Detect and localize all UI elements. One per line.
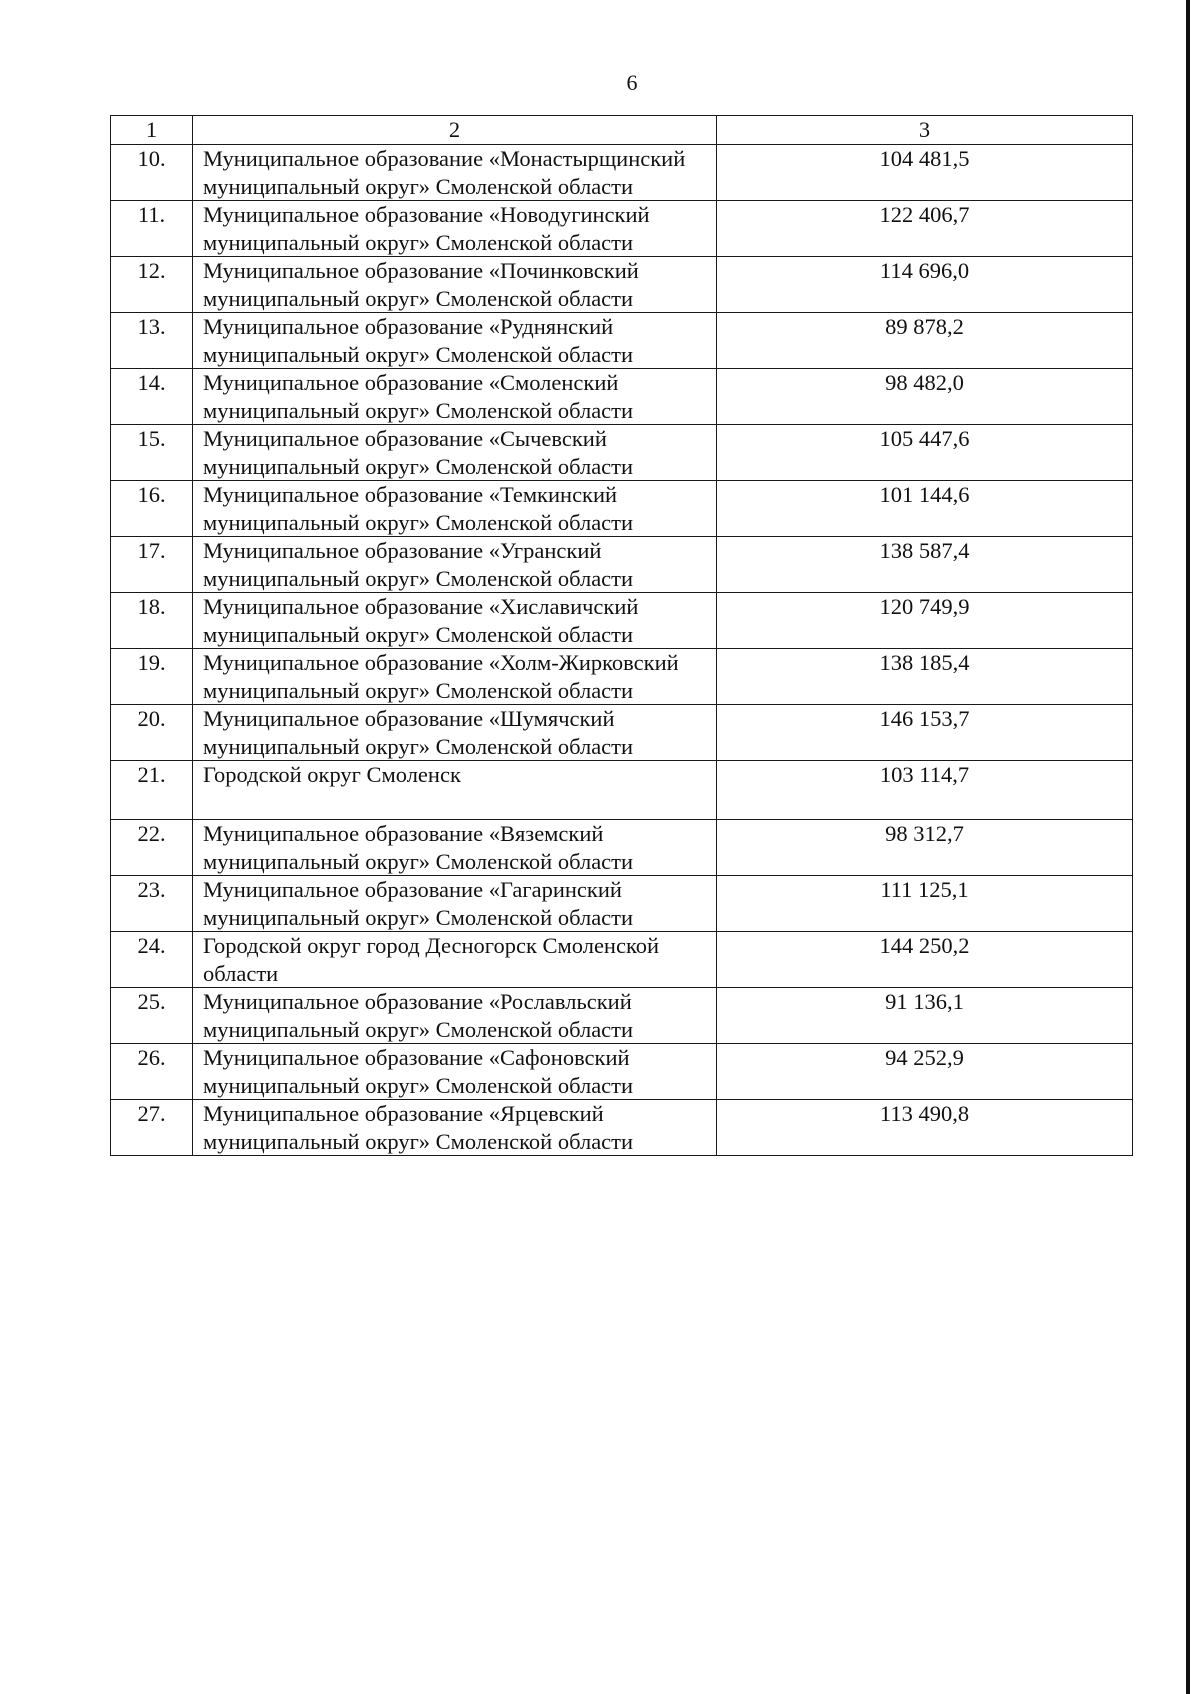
column-header-value: 3 — [717, 116, 1133, 145]
row-number: 17. — [111, 537, 193, 593]
amount-value: 101 144,6 — [717, 481, 1133, 537]
amount-value: 114 696,0 — [717, 257, 1133, 313]
amount-value: 103 114,7 — [717, 761, 1133, 820]
row-number: 10. — [111, 145, 193, 201]
amount-value: 104 481,5 — [717, 145, 1133, 201]
municipality-name: Муниципальное образование «Гагаринский муниципальный округ» Смоленской области — [193, 876, 717, 932]
row-number: 15. — [111, 425, 193, 481]
table-row — [111, 932, 1133, 988]
row-number: 22. — [111, 820, 193, 876]
municipality-name: Муниципальное образование «Починковский муниципальный округ» Смоленской области — [193, 257, 717, 313]
allocation-table — [110, 115, 1133, 1156]
row-number: 13. — [111, 313, 193, 369]
table-row — [111, 876, 1133, 932]
municipality-name: Муниципальное образование «Вяземский муниципальный округ» Смоленской области — [193, 820, 717, 876]
row-number: 11. — [111, 201, 193, 257]
municipality-name: Муниципальное образование «Рославльский муниципальный округ» Смоленской области — [193, 988, 717, 1044]
row-number: 24. — [111, 932, 193, 988]
row-number: 16. — [111, 481, 193, 537]
row-number: 25. — [111, 988, 193, 1044]
table-row — [111, 313, 1133, 369]
municipality-name: Муниципальное образование «Угранский муниципальный округ» Смоленской области — [193, 537, 717, 593]
amount-value: 146 153,7 — [717, 705, 1133, 761]
allocation-table-container — [110, 115, 1132, 1156]
table-header-row — [111, 116, 1133, 145]
row-number: 18. — [111, 593, 193, 649]
amount-value: 138 185,4 — [717, 649, 1133, 705]
table-row — [111, 649, 1133, 705]
amount-value: 94 252,9 — [717, 1044, 1133, 1100]
municipality-name: Муниципальное образование «Сычевский муниципальный округ» Смоленской области — [193, 425, 717, 481]
amount-value: 98 482,0 — [717, 369, 1133, 425]
municipality-name: Муниципальное образование «Холм-Жирковский муниципальный округ» Смоленской области — [193, 649, 717, 705]
row-number: 26. — [111, 1044, 193, 1100]
amount-value: 120 749,9 — [717, 593, 1133, 649]
municipality-name: Городской округ Смоленск — [193, 761, 717, 820]
table-row — [111, 705, 1133, 761]
row-number: 14. — [111, 369, 193, 425]
table-row — [111, 481, 1133, 537]
amount-value: 113 490,8 — [717, 1100, 1133, 1156]
table-row — [111, 369, 1133, 425]
amount-value: 122 406,7 — [717, 201, 1133, 257]
municipality-name: Городской округ город Десногорск Смоленской области — [193, 932, 717, 988]
amount-value: 144 250,2 — [717, 932, 1133, 988]
row-number: 19. — [111, 649, 193, 705]
municipality-name: Муниципальное образование «Ярцевский муниципальный округ» Смоленской области — [193, 1100, 717, 1156]
column-header-name: 2 — [193, 116, 717, 145]
row-number: 27. — [111, 1100, 193, 1156]
page-number: 6 — [626, 70, 638, 95]
municipality-name: Муниципальное образование «Монастырщинский муниципальный округ» Смоленской области — [193, 145, 717, 201]
amount-value: 91 136,1 — [717, 988, 1133, 1044]
table-row — [111, 761, 1133, 820]
column-header-number: 1 — [111, 116, 193, 145]
row-number: 12. — [111, 257, 193, 313]
table-row — [111, 201, 1133, 257]
row-number: 23. — [111, 876, 193, 932]
amount-value: 89 878,2 — [717, 313, 1133, 369]
scan-edge-line — [1186, 0, 1190, 1694]
amount-value: 138 587,4 — [717, 537, 1133, 593]
municipality-name: Муниципальное образование «Темкинский муниципальный округ» Смоленской области — [193, 481, 717, 537]
table-row — [111, 593, 1133, 649]
table-row — [111, 537, 1133, 593]
amount-value: 111 125,1 — [717, 876, 1133, 932]
municipality-name: Муниципальное образование «Шумячский муниципальный округ» Смоленской области — [193, 705, 717, 761]
table-row — [111, 820, 1133, 876]
table-row — [111, 257, 1133, 313]
municipality-name: Муниципальное образование «Руднянский муниципальный округ» Смоленской области — [193, 313, 717, 369]
municipality-name: Муниципальное образование «Новодугинский муниципальный округ» Смоленской области — [193, 201, 717, 257]
row-number: 21. — [111, 761, 193, 820]
table-row — [111, 988, 1133, 1044]
table-row — [111, 425, 1133, 481]
municipality-name: Муниципальное образование «Смоленский муниципальный округ» Смоленской области — [193, 369, 717, 425]
amount-value: 98 312,7 — [717, 820, 1133, 876]
municipality-name: Муниципальное образование «Сафоновский муниципальный округ» Смоленской области — [193, 1044, 717, 1100]
table-row — [111, 1100, 1133, 1156]
table-row — [111, 1044, 1133, 1100]
municipality-name: Муниципальное образование «Хиславичский муниципальный округ» Смоленской области — [193, 593, 717, 649]
row-number: 20. — [111, 705, 193, 761]
table-row — [111, 145, 1133, 201]
amount-value: 105 447,6 — [717, 425, 1133, 481]
